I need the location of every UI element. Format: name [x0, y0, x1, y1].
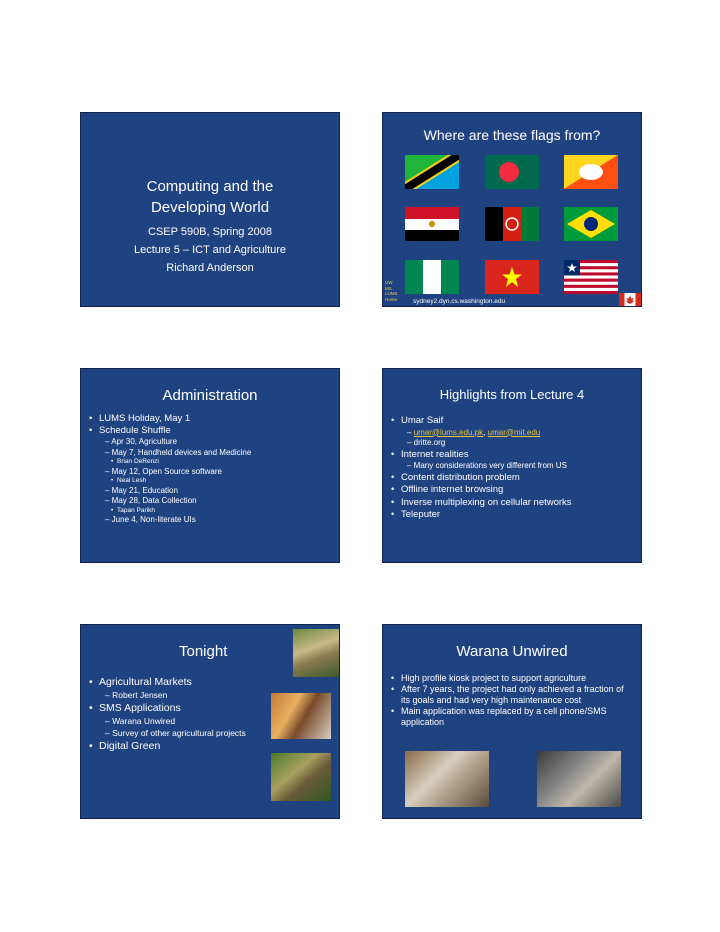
list-item: – Apr 30, Agriculture: [105, 437, 178, 446]
afghanistan-flag: [485, 207, 539, 241]
slide-tonight-title: Tonight: [179, 643, 228, 660]
egypt-flag: [405, 207, 459, 241]
list-item: • Internet realities: [391, 449, 635, 462]
list-item: • Agricultural Markets: [89, 675, 333, 689]
market-photo: [293, 629, 339, 677]
slide-title: [80, 112, 340, 307]
list-item: – Warana Unwired: [105, 716, 176, 726]
credit-line: UW: [385, 280, 393, 285]
list-item: – Robert Jensen: [105, 690, 168, 700]
list-item: – May 21, Education: [105, 485, 178, 495]
tanzania-flag: [405, 155, 459, 189]
liberia-flag: [564, 260, 618, 294]
farmers-photo: [271, 753, 331, 801]
author-label: Richard Anderson: [166, 262, 254, 274]
server-url: sydney2.dyn.cs.washington.edu: [413, 298, 506, 305]
list-item: • LUMS Holiday, May 1: [89, 413, 333, 425]
list-item: – Many considerations very different from US: [407, 461, 567, 470]
slide-title-heading: Computing and the Developing World: [146, 178, 274, 216]
list-item: • Offline internet browsing: [391, 484, 635, 497]
list-item: – Survey of other agricultural projects: [105, 728, 246, 738]
slide-title-subtitle: [81, 223, 339, 277]
list-item: • Main application was replaced by a cell phone/SMS application: [391, 706, 635, 728]
warana-list: [391, 673, 635, 728]
list-item: • Neal Lesh: [89, 477, 333, 486]
list-item: • Umar Saif: [391, 415, 635, 428]
credit-line: LUMS: [385, 291, 398, 296]
slide-flags-title: Where are these flags from?: [423, 127, 601, 143]
administration-list: [89, 413, 333, 526]
list-item: – May 28, Data Collection: [105, 496, 197, 505]
list-item: • Inverse multiplexing on cellular networks: [391, 497, 635, 510]
kiosk-photo: [405, 751, 489, 807]
slide-highlights-title: Highlights from Lecture 4: [439, 387, 585, 402]
list-item: – May 12, Open Source software: [105, 466, 222, 476]
list-item: • Brian DeRenzi: [89, 458, 333, 467]
list-item: – dritte.org: [407, 438, 446, 447]
slide-highlights: [382, 368, 642, 563]
list-item: [391, 428, 635, 439]
canada-flag: [619, 293, 641, 306]
slide-flags: [382, 112, 642, 307]
course-label: CSEP 590B, Spring 2008: [148, 226, 272, 238]
list-item: • High profile kiosk project to support agriculture: [391, 673, 635, 684]
cellphones-photo: [537, 751, 621, 807]
slide-warana: [382, 624, 642, 819]
comma: ,: [483, 427, 486, 437]
slide-administration-title: Administration: [162, 387, 258, 404]
list-item: • Tapan Parikh: [89, 507, 333, 516]
list-item: – May 7, Handheld devices and Medicine: [105, 447, 252, 457]
list-item: • After 7 years, the project had only achieved a fraction of its goals and had very high maintenance cost: [391, 684, 635, 706]
list-item: • Content distribution problem: [391, 472, 635, 485]
list-item: • SMS Applications: [89, 701, 333, 715]
bangladesh-flag: [485, 155, 539, 189]
brazil-flag: [564, 207, 618, 241]
credit-line: Home: [385, 296, 398, 302]
vietnam-flag: [485, 260, 539, 294]
list-item: • Schedule Shuffle: [89, 425, 333, 437]
email-link-mit[interactable]: umar@mit.edu: [487, 427, 541, 437]
slide-tonight: [80, 624, 340, 819]
email-link-lums[interactable]: umar@lums.edu.pk: [413, 427, 484, 437]
highlights-list: [391, 415, 635, 522]
lecture-label: Lecture 5 – ICT and Agriculture: [133, 244, 287, 256]
flag-credit: [385, 280, 398, 302]
workers-photo: [271, 693, 331, 739]
list-item: • Teleputer: [391, 509, 635, 522]
dash: –: [407, 427, 412, 437]
slide-administration: [80, 368, 340, 563]
bhutan-flag: [564, 155, 618, 189]
list-item: • Digital Green: [89, 739, 333, 753]
nigeria-flag: [405, 260, 459, 294]
credit-line: MS: [385, 285, 392, 291]
slide-warana-title: Warana Unwired: [456, 643, 568, 660]
list-item: – June 4, Non-literate UIs: [105, 515, 196, 524]
